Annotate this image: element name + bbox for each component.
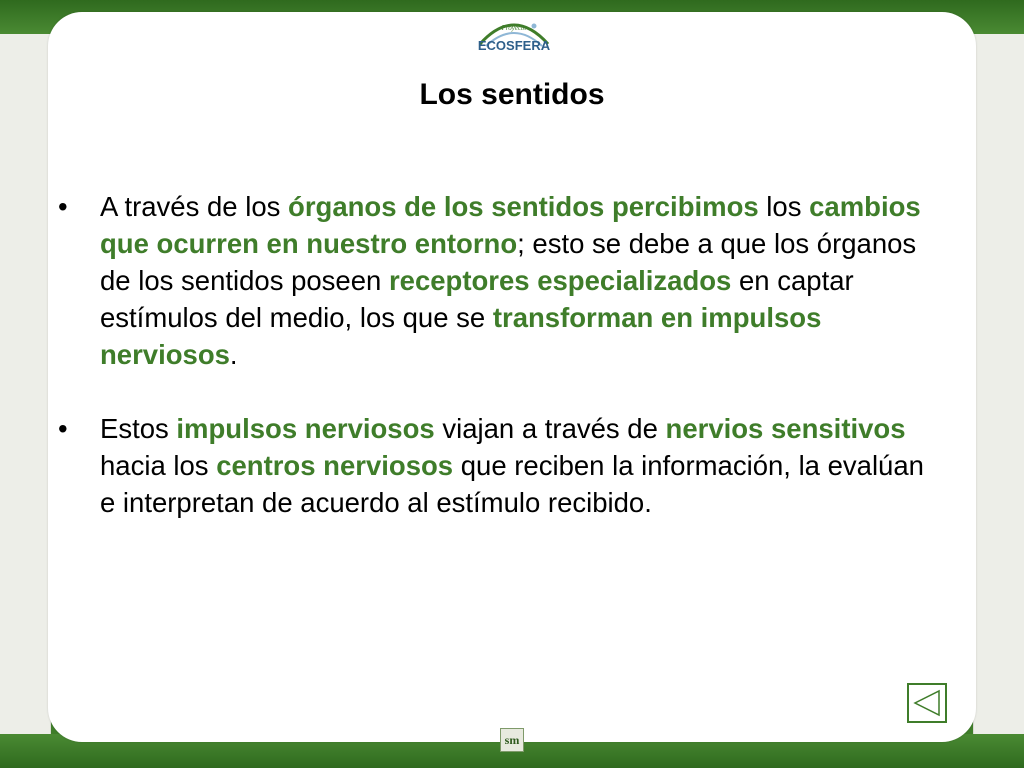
right-gray-margin: [973, 34, 1024, 734]
bullet-2-text-1: Estos: [100, 413, 177, 444]
bullet-marker: •: [58, 191, 68, 222]
left-gray-margin: [0, 34, 51, 734]
bullet-2-text-4: que reciben la información, la evalúan e interpretan de acuerdo al estímulo recibido.: [100, 450, 924, 518]
bullet-1-text-3: ; esto se debe a que los órganos de los sentidos poseen: [100, 228, 917, 296]
bullet-1-highlight-4: transforman en impulsos nerviosos: [100, 302, 822, 370]
back-nav-button[interactable]: [907, 683, 947, 723]
bullet-2-text-3: hacia los: [100, 450, 217, 481]
bullet-1-text-5: .: [229, 339, 238, 370]
slide-title: Los sentidos: [419, 78, 605, 111]
ecosfera-logo: [468, 14, 560, 62]
logo-main-text: ECOSFERA: [477, 38, 551, 53]
bullet-1-highlight-1: órganos de los sentidos percibimos: [288, 191, 759, 222]
bullet-1-text-4: en captar estímulos del medio, los que se: [100, 265, 854, 333]
sm-logo-badge: sm: [500, 728, 524, 752]
bullet-2-highlight-3: centros nerviosos: [216, 450, 454, 481]
bullet-item-2: [58, 410, 940, 521]
bullet-2-highlight-1: impulsos nerviosos: [176, 413, 435, 444]
bullet-1-highlight-2: cambios que ocurren en nuestro entorno: [100, 191, 921, 259]
bullet-2-highlight-2: nervios sensitivos: [665, 413, 906, 444]
bullet-1-highlight-3: receptores especializados: [388, 265, 732, 296]
bullet-1-text-2: los: [758, 191, 810, 222]
bullet-marker: •: [58, 413, 68, 444]
bullet-1-text-1: A través de los: [100, 191, 289, 222]
bullet-item-1: [58, 188, 940, 373]
logo-small-text: Proyecto: [501, 24, 527, 32]
bullet-list: [58, 188, 940, 558]
bullet-2-text-2: viajan a través de: [434, 413, 666, 444]
back-triangle-icon: [909, 685, 945, 721]
